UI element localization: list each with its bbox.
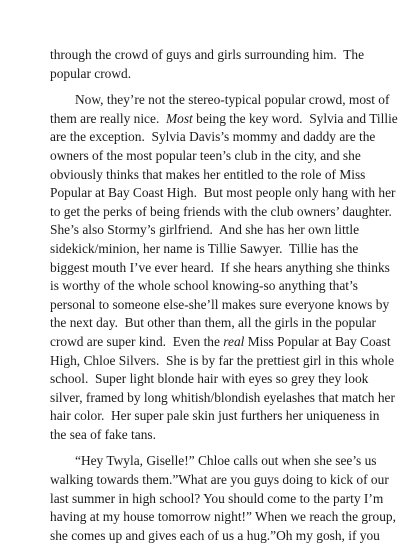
text-line: to get the perks of being friends with the club owners’ daughter.: [50, 203, 392, 219]
text-run: them are really nice.: [50, 110, 166, 126]
body-text: [50, 46, 398, 545]
text-line: High, Chloe Silvers. She is by far the prettiest girl in this whole: [50, 352, 395, 368]
text-run: Miss Popular at Bay Coast: [244, 333, 391, 349]
text-line: sidekick/minion, her name is Tillie Sawyer. Tillie has the: [50, 240, 359, 256]
text-line: last summer in high school? You should come to the party I’m: [50, 490, 384, 506]
text-line: through the crowd of guys and girls surrounding him. The: [50, 47, 365, 62]
text-line: biggest mouth I’ve ever heard. If she hears anything she thinks: [50, 259, 390, 275]
text-line: obviously thinks that makes her entitled to the role of Miss: [50, 166, 366, 182]
text-line: [50, 333, 391, 352]
text-run: crowd are super kind. Even the: [50, 333, 224, 349]
text-line: hair color. Her super pale skin just furthers her uniqueness in: [50, 408, 380, 424]
text-run: being the key word. Sylvia and Tillie: [192, 110, 398, 126]
text-line: Now, they’re not the stereo-typical popular crowd, most of: [75, 92, 390, 108]
text-line: silver, framed by long whitish/blondish eyelashes that match her: [50, 389, 395, 405]
paragraph-break: [50, 83, 372, 91]
text-line: Popular at Bay Coast High. But most people only hang with her: [50, 185, 396, 201]
text-line: She’s also Stormy’s girlfriend. And she has her own little: [50, 222, 360, 238]
text-line: having at my house tomorrow night!” When we reach the group,: [50, 509, 396, 525]
text-line: walking towards them.”What are you guys doing to kick of our: [50, 472, 389, 488]
text-line: the sea of fake tans.: [50, 426, 156, 442]
text-line: the next day. But other than them, all the girls in the popular: [50, 315, 377, 331]
text-line: owners of the most popular teen’s club in the city, and she: [50, 147, 361, 163]
text-line: personal to someone else-she’ll makes sure everyone knows by: [50, 296, 390, 312]
text-line: is worthy of the whole school knowing-so anything that’s: [50, 278, 358, 294]
text-line: “Hey Twyla, Giselle!” Chloe calls out when she see’s us: [75, 453, 377, 469]
emphasis-text: real: [223, 333, 245, 349]
text-line: [50, 110, 398, 129]
text-line: school. Super light blonde hair with eyes so grey they look: [50, 371, 369, 387]
text-line: are the exception. Sylvia Davis’s mommy and daddy are the: [50, 129, 376, 145]
emphasis-text: Most: [166, 110, 193, 126]
text-line: popular crowd.: [50, 65, 132, 81]
text-line: she comes up and gives each of us a hug.”Oh my gosh, if you: [50, 527, 380, 543]
paragraph-break: [50, 444, 372, 452]
